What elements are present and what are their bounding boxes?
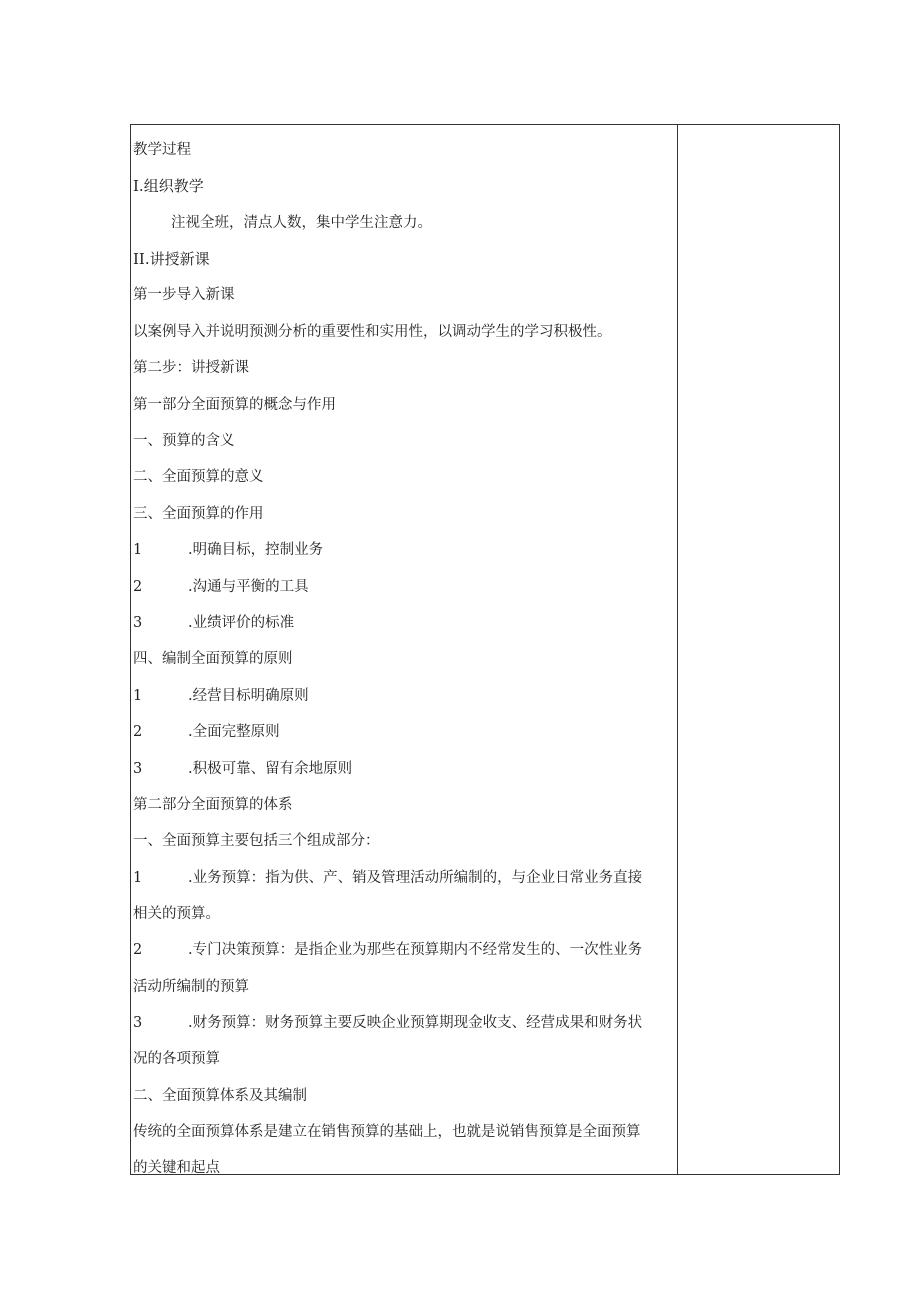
- item-text: .经营目标明确原则: [188, 688, 309, 704]
- item-text: .业绩评价的标准: [188, 615, 295, 631]
- section-heading: 三、全面预算的作用: [133, 506, 264, 522]
- chapter1-title: 第一部分全面预算的概念与作用: [133, 397, 336, 413]
- part2-heading: II.讲授新课: [133, 250, 210, 268]
- section-heading: 四、编制全面预算的原则: [133, 651, 293, 667]
- step1-title: 第一步导入新课: [133, 287, 235, 303]
- item-text: .专门决策预算：是指企业为那些在预算期内不经常发生的、一次性业务: [188, 942, 643, 958]
- part1-text: 注视全班，清点人数，集中学生注意力。: [171, 215, 432, 231]
- item-number: 2: [133, 942, 143, 958]
- step2-title: 第二步：讲授新课: [133, 360, 249, 376]
- item-text: .积极可靠、留有余地原则: [188, 761, 353, 777]
- item-text: .全面完整原则: [188, 724, 280, 740]
- column-divider: [677, 125, 678, 1174]
- paragraph-text-cont: 的关键和起点: [133, 1160, 220, 1174]
- item-text: .明确目标，控制业务: [188, 542, 324, 558]
- item-text: .业务预算：指为供、产、销及管理活动所编制的，与企业日常业务直接: [188, 870, 643, 886]
- item-number: 3: [133, 761, 143, 777]
- item-number: 2: [133, 724, 143, 740]
- item-continuation: 活动所编制的预算: [133, 979, 249, 995]
- step1-text: 以案例导入并说明预测分析的重要性和实用性，以调动学生的学习积极性。: [133, 324, 612, 340]
- item-text: .沟通与平衡的工具: [188, 579, 309, 595]
- item-number: 1: [133, 870, 143, 886]
- section-heading: 一、全面预算主要包括三个组成部分：: [133, 833, 380, 849]
- item-number: 3: [133, 1015, 143, 1031]
- paragraph-text: 传统的全面预算体系是建立在销售预算的基础上，也就是说销售预算是全面预算: [133, 1124, 641, 1140]
- item-text: .财务预算：财务预算主要反映企业预算期现金收支、经营成果和财务状: [188, 1015, 643, 1031]
- item-continuation: 相关的预算。: [133, 906, 220, 922]
- section-heading: 二、全面预算体系及其编制: [133, 1088, 307, 1104]
- chapter2-title: 第二部分全面预算的体系: [133, 797, 293, 813]
- teaching-process-cell: [131, 125, 677, 1174]
- item-continuation: 况的各项预算: [133, 1051, 220, 1067]
- section-heading: 二、全面预算的意义: [133, 469, 264, 485]
- item-number: 2: [133, 579, 143, 595]
- section-title: 教学过程: [133, 142, 191, 158]
- item-number: 3: [133, 615, 143, 631]
- item-number: 1: [133, 688, 143, 704]
- item-number: 1: [133, 542, 143, 558]
- lesson-table: [130, 124, 840, 1175]
- section-heading: 一、预算的含义: [133, 433, 235, 449]
- part1-heading: I.组织教学: [133, 177, 204, 195]
